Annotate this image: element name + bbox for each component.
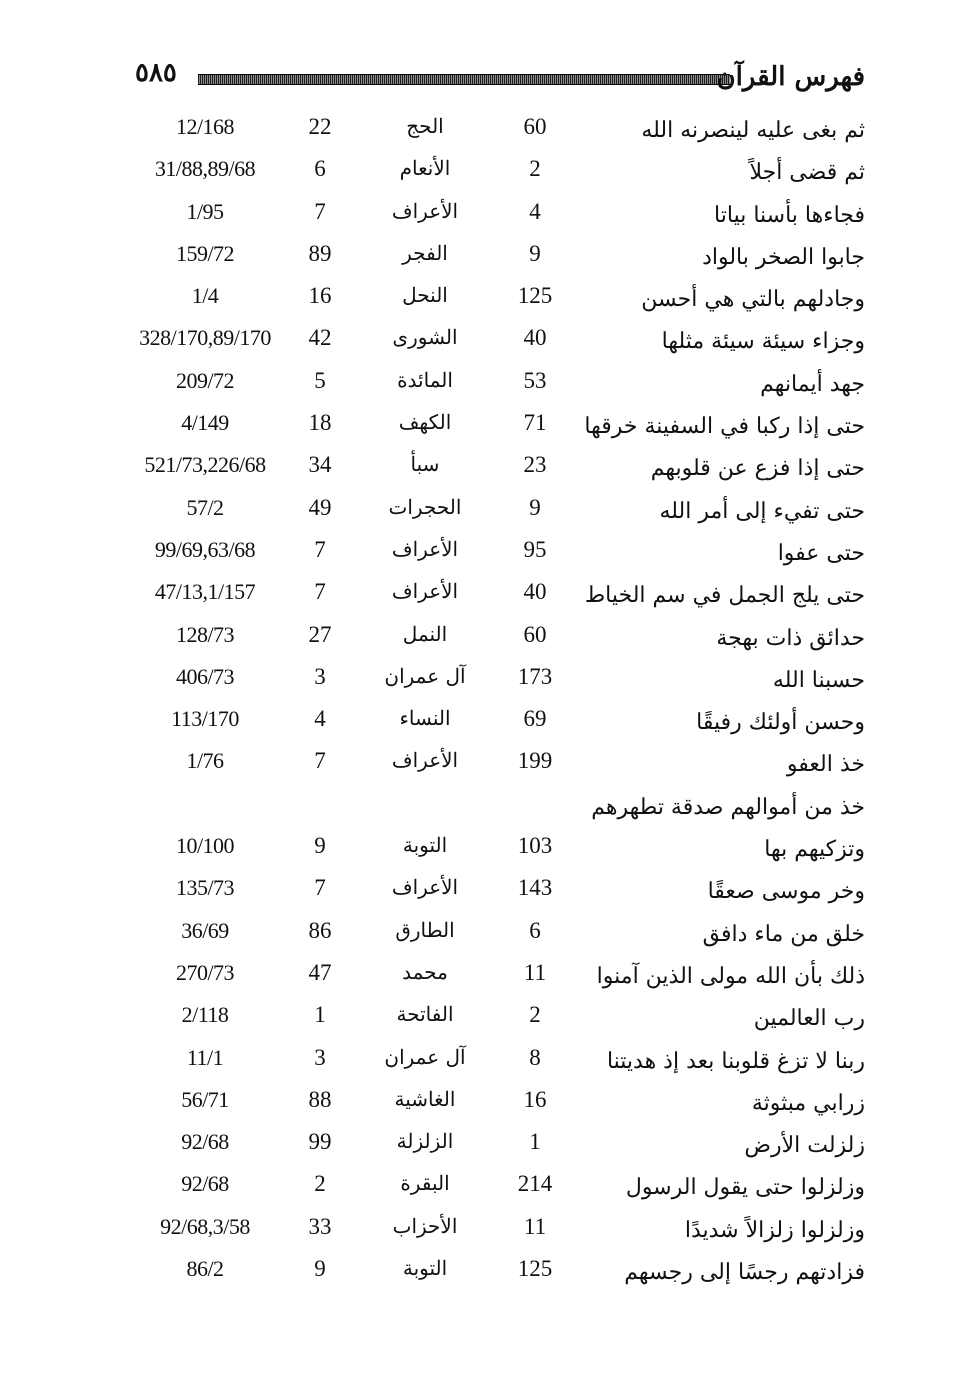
ayah-number: 16: [523, 1086, 547, 1112]
ayah-number: 95: [523, 536, 547, 562]
page-number: ٥٨٥: [135, 58, 177, 88]
verse-phrase: زلزلت الأرض: [744, 1133, 865, 1159]
page-references: 4/149: [181, 410, 229, 436]
surah-number: 16: [308, 283, 332, 309]
surah-number: 7: [314, 875, 326, 901]
surah-name: سبأ: [410, 452, 440, 477]
surah-name: الأعراف: [391, 579, 459, 604]
table-row: [0, 446, 953, 488]
surah-name: الأعراف: [391, 198, 459, 223]
verse-phrase: وزلزلوا زلزالاً شديدًا: [684, 1217, 865, 1243]
ayah-number: 11: [523, 959, 547, 985]
ayah-number: 71: [523, 410, 547, 436]
page-references: 2/118: [181, 1002, 229, 1028]
table-row: [0, 742, 953, 784]
surah-number: 9: [314, 1256, 326, 1282]
table-row: [0, 827, 953, 869]
page-references: 86/2: [186, 1256, 224, 1282]
verse-phrase: حدائق ذات بهجة: [716, 625, 865, 651]
surah-name: الأعراف: [391, 748, 459, 773]
surah-name: النساء: [399, 706, 451, 731]
header-rule: [198, 74, 730, 85]
table-row: [0, 108, 953, 150]
surah-name: الغاشية: [394, 1086, 456, 1111]
surah-name: النمل: [402, 621, 448, 646]
verse-phrase: ثم قضى أجلاً: [749, 160, 865, 186]
surah-number: 6: [314, 156, 326, 182]
table-row: [0, 489, 953, 531]
ayah-number: 103: [517, 833, 553, 859]
ayah-number: 9: [529, 494, 541, 520]
table-row: [0, 573, 953, 615]
verse-phrase: خذ العفو: [786, 752, 865, 778]
table-row: [0, 869, 953, 911]
surah-name: التوبة: [402, 833, 448, 858]
ayah-number: 4: [529, 198, 541, 224]
surah-number: 27: [308, 621, 332, 647]
surah-number: 86: [308, 917, 332, 943]
surah-number: 33: [308, 1213, 332, 1239]
verse-phrase: جابوا الصخر بالواد: [702, 244, 865, 270]
verse-phrase: وحسن أولئك رفيقًا: [696, 710, 865, 736]
surah-name: البقرة: [400, 1171, 450, 1196]
table-row: [0, 277, 953, 319]
ayah-number: 40: [523, 325, 547, 351]
page-references: 135/73: [175, 875, 235, 901]
table-row: [0, 150, 953, 192]
table-row: [0, 912, 953, 954]
ayah-number: 214: [517, 1171, 553, 1197]
ayah-number: 143: [517, 875, 553, 901]
page-references: 36/69: [181, 917, 229, 943]
ayah-number: 1: [529, 1129, 541, 1155]
table-row: [0, 1081, 953, 1123]
verse-phrase: وخر موسى صعقًا: [707, 879, 865, 905]
surah-number: 88: [308, 1086, 332, 1112]
surah-name: الفاتحة: [396, 1002, 454, 1027]
table-row: [0, 1165, 953, 1207]
ayah-number: 11: [523, 1213, 547, 1239]
page-references: 92/68: [181, 1171, 229, 1197]
surah-number: 99: [308, 1129, 332, 1155]
ayah-number: 60: [523, 114, 547, 139]
ayah-number: 125: [517, 283, 553, 309]
surah-number: 22: [308, 114, 332, 139]
table-row: [0, 1123, 953, 1165]
ayah-number: 2: [529, 1002, 541, 1028]
page-references: 521/73,226/68: [144, 452, 266, 478]
page-header: [135, 58, 865, 98]
table-row: [0, 700, 953, 742]
surah-number: 18: [308, 410, 332, 436]
verse-phrase: وجزاء سيئة سيئة مثلها: [661, 329, 865, 355]
table-row: [0, 193, 953, 235]
ayah-number: 9: [529, 240, 541, 266]
verse-phrase: حتى يلج الجمل في سم الخياط: [584, 583, 865, 609]
table-row: [0, 531, 953, 573]
surah-name: الزلزلة: [396, 1129, 454, 1154]
verse-phrase: فجاءها بأسنا بياتا: [714, 202, 865, 228]
ayah-number: 40: [523, 579, 547, 605]
ayah-number: 8: [529, 1044, 541, 1070]
page-references: 1/95: [186, 198, 224, 224]
surah-name: الأعراف: [391, 536, 459, 561]
surah-name: الأعراف: [391, 875, 459, 900]
page-references: 92/68: [181, 1129, 229, 1155]
surah-number: 3: [314, 663, 326, 689]
table-row: [0, 404, 953, 446]
surah-name: الكهف: [398, 410, 452, 435]
table-row: [0, 616, 953, 658]
verse-phrase: وجادلهم بالتي هي أحسن: [641, 287, 865, 313]
verse-phrase: جهد أيمانهم: [760, 371, 865, 397]
verse-phrase: حتى إذا ركبا في السفينة خرقها: [584, 414, 865, 440]
page-references: 1/76: [186, 748, 224, 774]
running-title: فهرس القرآن: [716, 62, 865, 92]
surah-name: الأنعام: [399, 156, 451, 181]
verse-phrase: ثم بغى عليه لينصرنه الله: [641, 118, 865, 143]
surah-name: الطارق: [395, 917, 455, 942]
table-row: [0, 1208, 953, 1250]
verse-phrase: زرابي مبثوثة: [751, 1090, 865, 1116]
surah-number: 1: [314, 1002, 326, 1028]
page-references: 11/1: [186, 1044, 224, 1070]
ayah-number: 69: [523, 706, 547, 732]
verse-phrase: خلق من ماء دافق: [702, 921, 865, 947]
ayah-number: 23: [523, 452, 547, 478]
verse-phrase: وتزكيهم بها: [764, 837, 865, 863]
surah-name: المائدة: [397, 367, 453, 392]
table-row: [0, 362, 953, 404]
ayah-number: 173: [517, 663, 553, 689]
ayah-number: 199: [517, 748, 553, 774]
verse-phrase: حتى عفوا: [777, 540, 865, 566]
surah-number: 5: [314, 367, 326, 393]
surah-number: 42: [308, 325, 332, 351]
surah-number: 89: [308, 240, 332, 266]
table-row: [0, 1250, 953, 1292]
table-row: [0, 954, 953, 996]
page-references: 92/68,3/58: [160, 1213, 250, 1239]
ayah-number: 6: [529, 917, 541, 943]
verse-phrase: رب العالمين: [753, 1006, 865, 1032]
surah-number: 7: [314, 748, 326, 774]
table-row: [0, 1039, 953, 1081]
ayah-number: 2: [529, 156, 541, 182]
verse-phrase: خذ من أموالهم صدقة تطهرهم: [591, 794, 865, 820]
table-row: [0, 235, 953, 277]
page-references: 56/71: [181, 1086, 229, 1112]
surah-number: 34: [308, 452, 332, 478]
surah-number: 2: [314, 1171, 326, 1197]
table-row: [0, 658, 953, 700]
ayah-number: 60: [523, 621, 547, 647]
surah-name: الحجرات: [388, 494, 462, 519]
index-table: [0, 108, 953, 1292]
page-references: 209/72: [175, 367, 235, 393]
surah-number: 9: [314, 833, 326, 859]
page-references: 57/2: [186, 494, 224, 520]
page-references: 12/168: [175, 114, 235, 139]
ayah-number: 125: [517, 1256, 553, 1282]
table-row: [0, 785, 953, 827]
surah-number: 49: [308, 494, 332, 520]
page-references: 1/4: [191, 283, 219, 309]
page-references: 406/73: [175, 663, 235, 689]
verse-phrase: ربنا لا تزغ قلوبنا بعد إذ هديتنا: [606, 1048, 865, 1074]
page-references: 328/170,89/170: [139, 325, 271, 351]
verse-phrase: حسبنا الله: [772, 667, 865, 693]
surah-name: الشورى: [392, 325, 458, 350]
page-references: 113/170: [171, 706, 239, 732]
surah-name: التوبة: [402, 1256, 448, 1281]
verse-phrase: فزادتهم رجسًا إلى رجسهم: [624, 1260, 865, 1286]
surah-name: محمد: [402, 959, 448, 984]
surah-name: الحج: [406, 114, 444, 138]
surah-name: آل عمران: [384, 1044, 466, 1069]
page-references: 128/73: [175, 621, 235, 647]
surah-number: 7: [314, 579, 326, 605]
table-row: [0, 319, 953, 361]
page-references: 270/73: [175, 959, 235, 985]
surah-name: النحل: [402, 283, 448, 308]
verse-phrase: ذلك بأن الله مولى الذين آمنوا: [596, 963, 865, 989]
verse-phrase: حتى تفيء إلى أمر الله: [659, 498, 865, 524]
surah-number: 4: [314, 706, 326, 732]
surah-number: 47: [308, 959, 332, 985]
page-references: 31/88,89/68: [154, 156, 256, 182]
table-row: [0, 996, 953, 1038]
page-references: 10/100: [175, 833, 235, 859]
page-references: 47/13,1/157: [154, 579, 256, 605]
page-references: 159/72: [175, 240, 235, 266]
surah-number: 7: [314, 198, 326, 224]
page-references: 99/69,63/68: [154, 536, 256, 562]
verse-phrase: وزلزلوا حتى يقول الرسول: [625, 1175, 865, 1201]
surah-name: الأحزاب: [392, 1213, 458, 1238]
surah-number: 7: [314, 536, 326, 562]
surah-number: 3: [314, 1044, 326, 1070]
surah-name: آل عمران: [384, 663, 466, 688]
verse-phrase: حتى إذا فزع عن قلوبهم: [650, 456, 865, 482]
ayah-number: 53: [523, 367, 547, 393]
surah-name: الفجر: [402, 240, 448, 265]
